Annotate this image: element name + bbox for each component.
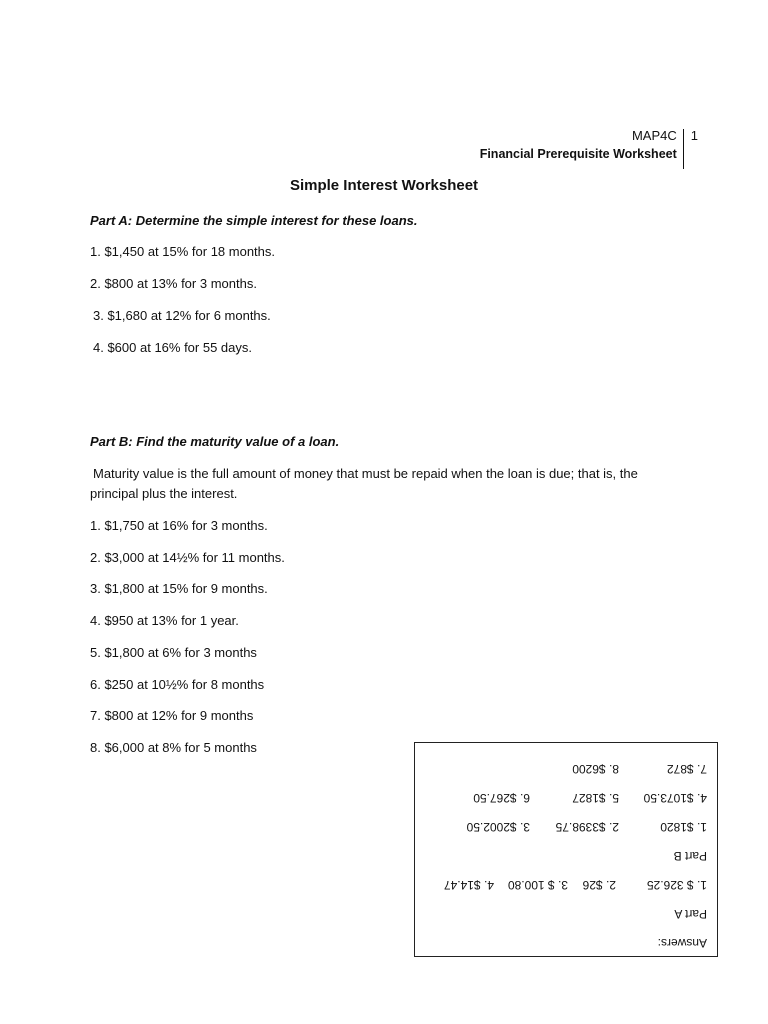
- answers-part-a-label: Part A: [674, 907, 707, 921]
- answer-a-4: 4. $14.47: [443, 878, 494, 892]
- answer-a-1: 1. $ 326.25: [646, 878, 707, 892]
- answer-b-4: 4. $1073.50: [643, 791, 707, 805]
- part-b-problem: 2. $3,000 at 14½% for 11 months.: [90, 550, 285, 565]
- page-header: [480, 127, 698, 163]
- part-a-heading: Part A: Determine the simple interest for these loans.: [90, 213, 418, 228]
- answers-part-b-label: Part B: [673, 849, 707, 863]
- page-number: 1: [690, 128, 698, 143]
- page-title: Simple Interest Worksheet: [289, 177, 479, 194]
- answer-b-5: 5. $1827: [572, 791, 619, 805]
- part-a-problem: 3. $1,680 at 12% for 6 months.: [93, 308, 271, 323]
- answer-key-box: [414, 742, 718, 957]
- part-b-problem: 1. $1,750 at 16% for 3 months.: [90, 518, 268, 533]
- part-b-problem: 8. $6,000 at 8% for 5 months: [90, 740, 257, 755]
- part-b-problem: 5. $1,800 at 6% for 3 months: [90, 645, 257, 660]
- part-b-heading: Part B: Find the maturity value of a loan.: [90, 434, 340, 449]
- answer-b-3: 3. $2002.50: [466, 820, 530, 834]
- part-a-problem: 1. $1,450 at 15% for 18 months.: [90, 244, 276, 259]
- answer-b-1: 1. $1820: [660, 820, 707, 834]
- worksheet-subtitle: Financial Prerequisite Worksheet: [479, 147, 677, 161]
- answer-b-6: 6. $267.50: [473, 791, 530, 805]
- part-a-problem: 2. $800 at 13% for 3 months.: [90, 276, 257, 291]
- part-b-problem: 4. $950 at 13% for 1 year.: [90, 613, 239, 628]
- answer-key-upside-down: [415, 743, 717, 956]
- header-text: [480, 127, 683, 163]
- answer-a-3: 3. $ 100.80: [507, 878, 568, 892]
- answer-b-8: 8. $6200: [572, 762, 619, 776]
- part-b-description: Maturity value is the full amount of money that must be repaid when the loan is due; that is, the principal plus the interest.: [90, 466, 638, 501]
- part-b-problem: 3. $1,800 at 15% for 9 months.: [90, 581, 268, 596]
- answer-b-2: 2. $3398.75: [555, 820, 619, 834]
- answer-a-2: 2. $26: [582, 878, 616, 892]
- answers-heading: Answers:: [657, 936, 707, 950]
- part-b-problem: 6. $250 at 10½% for 8 months: [90, 677, 265, 692]
- part-a-problem: 4. $600 at 16% for 55 days.: [93, 340, 252, 355]
- part-b-problem: 7. $800 at 12% for 9 months: [90, 708, 254, 723]
- course-code: MAP4C: [631, 128, 677, 143]
- answer-b-7: 7. $872: [666, 762, 707, 776]
